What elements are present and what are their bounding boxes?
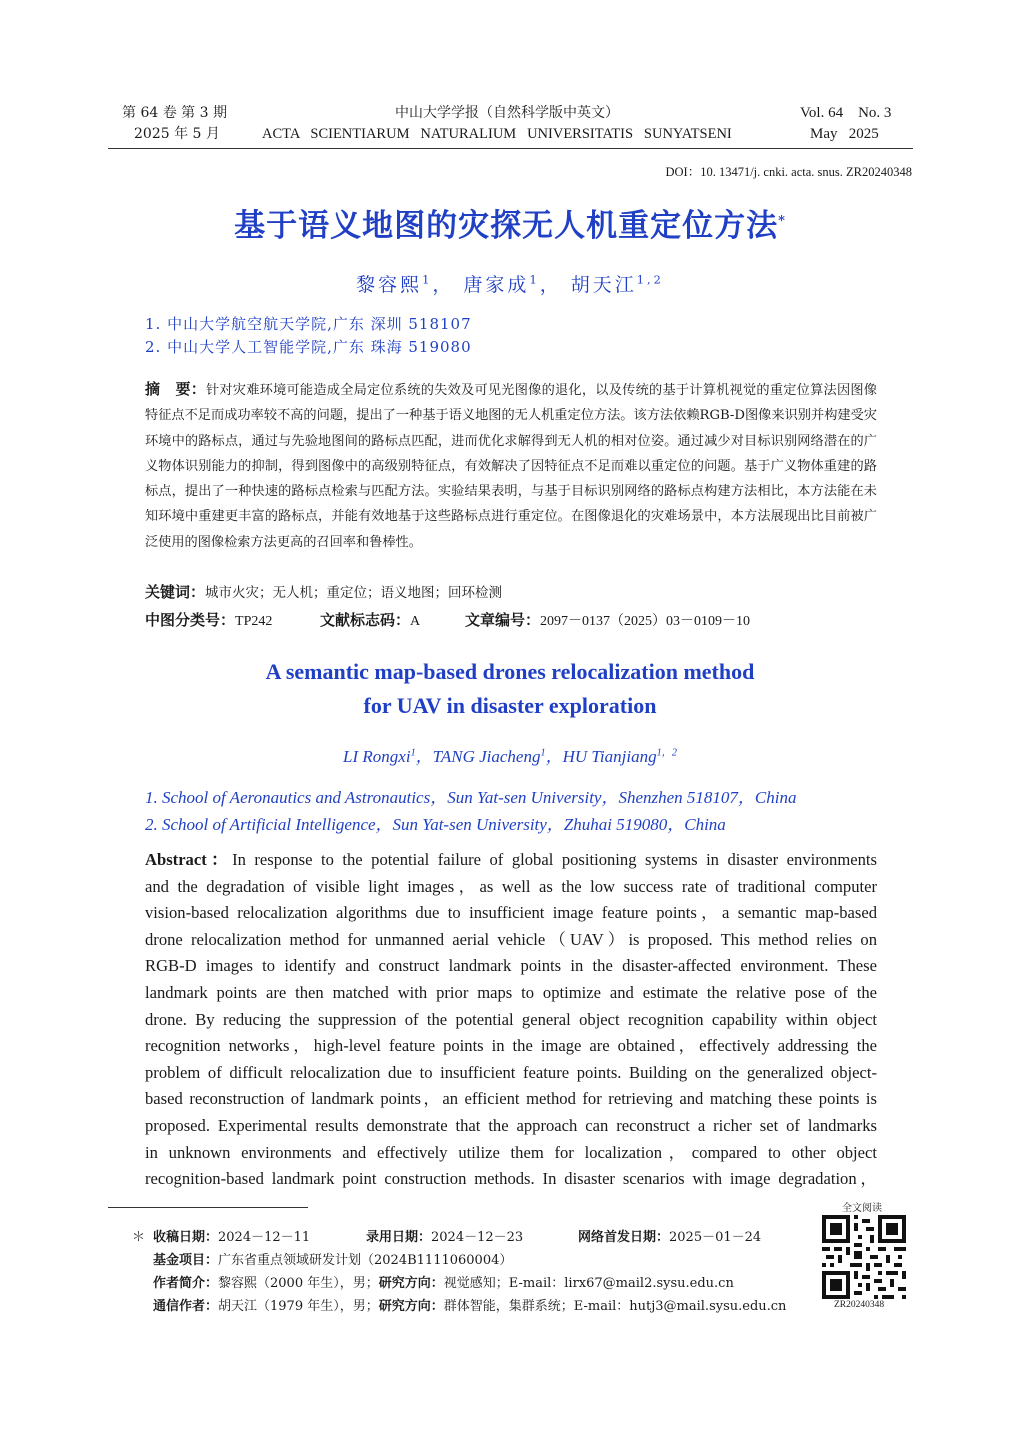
author-affil-sup: 1,2 bbox=[636, 272, 664, 287]
fund-label: 基金项目： bbox=[153, 1253, 219, 1268]
research-direction-label: 研究方向： bbox=[378, 1299, 444, 1314]
author-bio-b: 视觉感知；E-mail：lirx67@mail2.sysu.edu.cn bbox=[443, 1276, 734, 1291]
doc-code bbox=[320, 609, 420, 630]
fund bbox=[153, 1250, 512, 1273]
classification-line bbox=[145, 609, 272, 630]
paper-title-cn bbox=[0, 200, 1020, 245]
paper-title-en-line-1: A semantic map-based drones relocalization method bbox=[265, 659, 755, 684]
keywords-text: 城市火灾；无人机；重定位；语义地图；回环检测 bbox=[205, 585, 503, 601]
doc-code-value: A bbox=[410, 614, 421, 629]
clc-value: TP242 bbox=[235, 614, 273, 629]
article-number-label: 文章编号： bbox=[465, 611, 541, 629]
abstract-en-line: problem of difficult relocalization due to insufficient feature points. Building on the generalized object- bbox=[145, 1062, 877, 1082]
volume-issue-cn: 第 64 卷 第 3 期 bbox=[122, 105, 227, 121]
author-name-en: LI Rongxi bbox=[343, 747, 411, 766]
author-affil-sup: 1 bbox=[529, 272, 540, 287]
keywords-cn bbox=[145, 581, 502, 602]
abstract-cn-label: 摘 要： bbox=[145, 380, 206, 398]
corresponding-b: 群体智能，集群系统；E-mail：hutj3@mail.sysu.edu.cn bbox=[443, 1299, 787, 1314]
author-bio-label: 作者简介： bbox=[153, 1276, 219, 1291]
paper-title-cn-text: 基于语义地图的灾探无人机重定位方法 bbox=[234, 208, 779, 244]
article-number bbox=[465, 609, 750, 630]
paper-title-en-line-2: for UAV in disaster exploration bbox=[363, 693, 657, 718]
abstract-en bbox=[145, 847, 877, 1193]
article-number-value: 2097－0137（2025）03－0109－10 bbox=[540, 614, 751, 629]
abstract-en-label: Abstract： bbox=[145, 850, 233, 869]
author-name-en: HU Tianjiang bbox=[562, 747, 657, 766]
abstract-en-line: recognition-based landmark point construction methods. In disaster scenarios with image degradation， bbox=[145, 1169, 877, 1189]
received-value: 2024－12－11 bbox=[218, 1230, 311, 1245]
abstract-en-line: landmark points are then matched with prior maps to optimize and estimate the relative pose of the bbox=[145, 982, 877, 1002]
abstract-en-line: drone relocalization method for unmanned aerial vehicle（UAV）is proposed. This method relies on bbox=[145, 929, 877, 949]
corresponding-label: 通信作者： bbox=[153, 1299, 219, 1314]
abstract-en-line: drone. By reducing the suppression of the potential general object recognition capability within object bbox=[145, 1009, 877, 1029]
title-footnote-mark: * bbox=[778, 213, 786, 229]
corresponding-a: 胡天江（1979 年生），男； bbox=[218, 1299, 379, 1314]
journal-name-en: ACTA SCIENTIARUM NATURALIUM UNIVERSITATIS SUNYATSENI bbox=[262, 126, 732, 142]
affiliation-cn-1: 1. 中山大学航空航天学院,广东 深圳 518107 bbox=[145, 315, 472, 333]
author-affil-sup: 1，2 bbox=[656, 747, 677, 759]
author-name: 黎容熙 bbox=[356, 274, 423, 296]
author-name: 唐家成 bbox=[463, 274, 530, 296]
accepted-value: 2024－12－23 bbox=[431, 1230, 524, 1245]
abstract-en-line: RGB-D images to identify and construct landmark points in the disaster-affected environment. These bbox=[145, 956, 877, 976]
author-affil-sup: 1 bbox=[422, 272, 433, 287]
qr-caption-bottom: ZR20240348 bbox=[834, 1300, 885, 1310]
abstract-en-line-text: In response to the potential failure of global positioning systems in disaster environments bbox=[232, 850, 877, 869]
abstract-en-line: based reconstruction of landmark points，an efficient method for retrieving and matching these points is bbox=[145, 1089, 877, 1109]
qr-code[interactable] bbox=[822, 1215, 906, 1299]
abstract-en-line: and the degradation of visible light images，as well as the low success rate of traditional computer bbox=[145, 876, 877, 896]
volume-issue-en: Vol. 64 No. 3 bbox=[800, 105, 892, 121]
footnote-rule bbox=[108, 1207, 308, 1208]
abstract-en-line: proposed. Experimental results demonstrate that the approach can reconstruct a richer set of landmarks bbox=[145, 1115, 877, 1135]
paper-title-en bbox=[0, 655, 1020, 723]
received-date bbox=[153, 1227, 310, 1250]
online-value: 2025－01－24 bbox=[669, 1230, 762, 1245]
author-bio-a: 黎容熙（2000 年生），男； bbox=[218, 1276, 379, 1291]
author-affil-sup: 1 bbox=[540, 747, 546, 759]
authors-cn bbox=[0, 270, 1020, 297]
online-label: 网络首发日期： bbox=[578, 1230, 670, 1245]
authors-en bbox=[0, 742, 1020, 767]
affiliation-en-2: 2. School of Artificial Intelligence，Sun Yat-sen University，Zhuhai 519080，China bbox=[145, 815, 726, 834]
footnote-star: ＊ bbox=[132, 1230, 146, 1245]
author-separator: ， bbox=[415, 747, 433, 766]
online-date bbox=[578, 1227, 761, 1250]
abstract-en-line bbox=[145, 847, 877, 874]
author-name-en: TANG Jiacheng bbox=[432, 747, 541, 766]
abstract-en-line: recognition networks，high-level feature points in the image are obtained，effectively addressing the bbox=[145, 1036, 877, 1056]
abstract-cn bbox=[145, 377, 877, 555]
research-direction-label: 研究方向： bbox=[378, 1276, 444, 1291]
abstract-en-line: vision-based relocalization algorithms due to insufficient image feature points，a semantic map-based bbox=[145, 903, 877, 923]
doc-code-label: 文献标志码： bbox=[320, 611, 411, 629]
doi: DOI：10. 13471/j. cnki. acta. snus. ZR20240348 bbox=[665, 165, 912, 179]
author-separator: ， bbox=[539, 274, 562, 296]
journal-name-cn: 中山大学学报（自然科学版中英文） bbox=[395, 105, 619, 121]
fund-value: 广东省重点领域研发计划（2024B1111060004） bbox=[218, 1253, 513, 1268]
date-en: May 2025 bbox=[810, 126, 879, 142]
affiliation-cn-2: 2. 中山大学人工智能学院,广东 珠海 519080 bbox=[145, 338, 472, 356]
received-label: 收稿日期： bbox=[153, 1230, 219, 1245]
affiliation-en-1: 1. School of Aeronautics and Astronautics，Sun Yat-sen University，Shenzhen 518107，China bbox=[145, 788, 797, 807]
accepted-label: 录用日期： bbox=[366, 1230, 432, 1245]
date-cn: 2025 年 5 月 bbox=[134, 126, 220, 142]
qr-caption-top: 全文阅读 bbox=[842, 1203, 882, 1214]
corresponding-author bbox=[153, 1296, 786, 1319]
author-affil-sup: 1 bbox=[410, 747, 416, 759]
author-name: 胡天江 bbox=[570, 274, 637, 296]
author-separator: ， bbox=[432, 274, 455, 296]
header-rule bbox=[108, 148, 913, 149]
author-bio bbox=[153, 1273, 734, 1296]
clc-label: 中图分类号： bbox=[145, 611, 236, 629]
accepted-date bbox=[366, 1227, 523, 1250]
abstract-en-line: in unknown environments and effectively utilize them for localization，compared to other object bbox=[145, 1142, 877, 1162]
abstract-cn-text: 针对灾难环境可能造成全局定位系统的失效及可见光图像的退化，以及传统的基于计算机视觉的重定位算法因图像特征点不足而成功率较不高的问题，提出了一种基于语义地图的无人机重定位方法。该方法依赖RGB-D图像来识别并构建受灾环境中的路标点，通过与先验地图间的路标点匹配，进而优化求解得到无人机的相对位姿。通过减少对目标识别网络潜在的广义物体识别能力的抑制，得到图像中的高级别特征点，有效解决了因特征点不足而难以重定位的问题。基于广义物体重建的路标点，提出了一种快速的路标点检索与匹配方法。实验结果表明，与基于目标识别网络的路标点构建方法相比，本方法能在未知环境中重建更丰富的路标点，并能有效地基于这些路标点进行重定位。在图像退化的灾难场景中，本方法展现出比目前被广泛使用的图像检索方法更高的召回率和鲁棒性。 bbox=[145, 383, 877, 550]
keywords-label: 关键词： bbox=[145, 583, 206, 601]
author-separator: ， bbox=[545, 747, 563, 766]
